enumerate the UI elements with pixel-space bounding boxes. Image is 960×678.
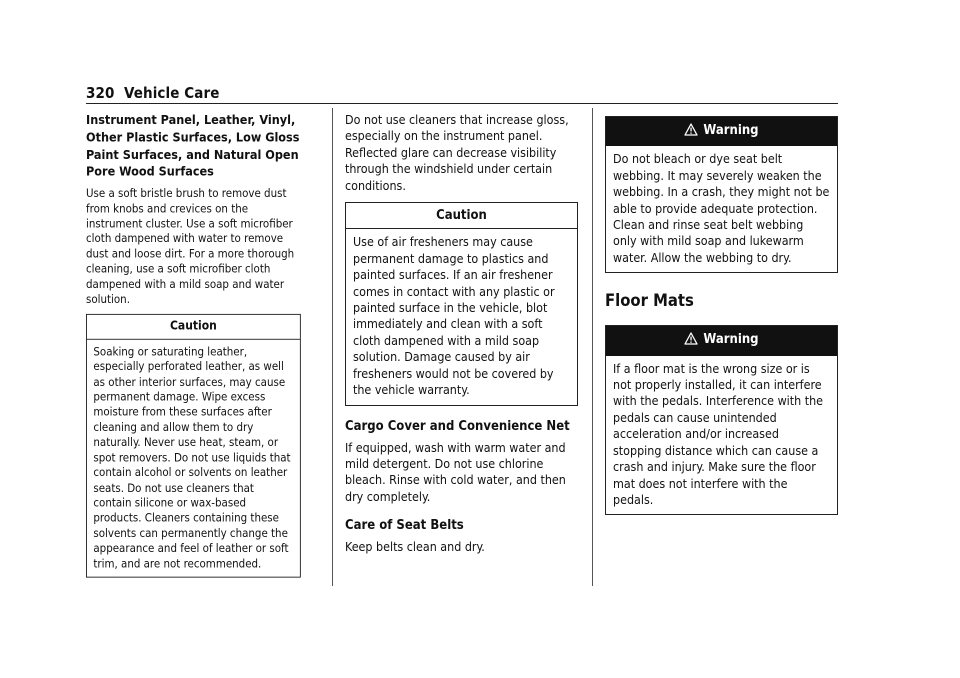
caution-box: [86, 314, 301, 577]
caution-box: [345, 202, 578, 405]
warning-triangle-icon: [684, 123, 698, 141]
warning-title: Warning: [703, 332, 759, 348]
column-3: [605, 112, 838, 523]
warning-box: [605, 325, 838, 515]
section-heading-cargo-cover: Cargo Cover and Convenience Net: [345, 418, 570, 434]
section-heading-instrument-panel: Instrument Panel, Leather, Vinyl, Other Plastic Surfaces, Low Gloss Paint Surfaces, and Natural Open Pore Wood Surfaces: [86, 112, 300, 180]
page-header: [86, 84, 220, 102]
caution-title: Caution: [87, 315, 300, 339]
paragraph: Do not use cleaners that increase gloss, especially on the instrument panel. Reflected glare can decrease visibility through the windshield under certain conditions.: [345, 112, 569, 193]
column-2: [345, 112, 578, 564]
warning-box: [605, 116, 838, 273]
warning-header: [606, 117, 837, 146]
warning-triangle-icon: [684, 332, 698, 350]
page-number: 320: [86, 84, 115, 102]
caution-title: Caution: [346, 203, 577, 229]
column-divider: [592, 108, 593, 586]
warning-text: If a floor mat is the wrong size or is not properly installed, it can interfere with the pedals. Interference with the pedals can cause unintended acceleration and/or increased stopping distance which can cause a crash and injury. Make sure the floor mat does not interfere with the pedals.: [613, 360, 824, 507]
section-heading-seat-belts: Care of Seat Belts: [345, 518, 464, 534]
column-1: [86, 112, 301, 585]
paragraph: Keep belts clean and dry.: [345, 539, 485, 555]
warning-header: [606, 326, 837, 355]
chapter-title: Vehicle Care: [124, 84, 220, 102]
warning-title: Warning: [703, 123, 759, 138]
warning-text: Do not bleach or dye seat belt webbing. It may severely weaken the webbing. In a crash, they might not be able to provide adequate protection. Clean and rinse seat belt webbing only with mild soap and lukewarm water. Allow the webbing to dry.: [613, 151, 830, 265]
paragraph: Use a soft bristle brush to remove dust from knobs and crevices on the instrument cluster. Use a soft microfiber cloth dampened with water to remove dust and loose dirt. For a more thorough cleaning, use a soft microfiber cloth dampened with a mild soap and water solution.: [86, 185, 295, 306]
header-rule: [86, 103, 838, 104]
caution-text: Use of air fresheners may cause permanent damage to plastics and painted surfaces. If an air freshener comes in contact with any plastic or painted surface in the vehicle, blot immediately and clean with a soft cloth dampened with a mild soap solution. Damage caused by air fresheners would not be covered by the vehicle warranty.: [353, 234, 555, 398]
caution-text: Soaking or saturating leather, especially perforated leather, as well as other interior surfaces, may cause permanent damage. Wipe excess moisture from these surfaces after cleaning and allow them to dry naturally. Never use heat, steam, or spot removers. Do not use liquids that contain alcohol or solvents on leather seats. Do not use cleaners that contain silicone or wax-based products. Cleaners containing these solvents can permanently change the appearance and feel of leather or soft trim, and are not recommended.: [93, 344, 291, 570]
column-divider: [332, 108, 333, 586]
paragraph: If equipped, wash with warm water and mild detergent. Do not use chlorine bleach. Rinse with cold water, and then dry completely.: [345, 439, 566, 504]
section-heading-floor-mats: Floor Mats: [605, 291, 694, 311]
